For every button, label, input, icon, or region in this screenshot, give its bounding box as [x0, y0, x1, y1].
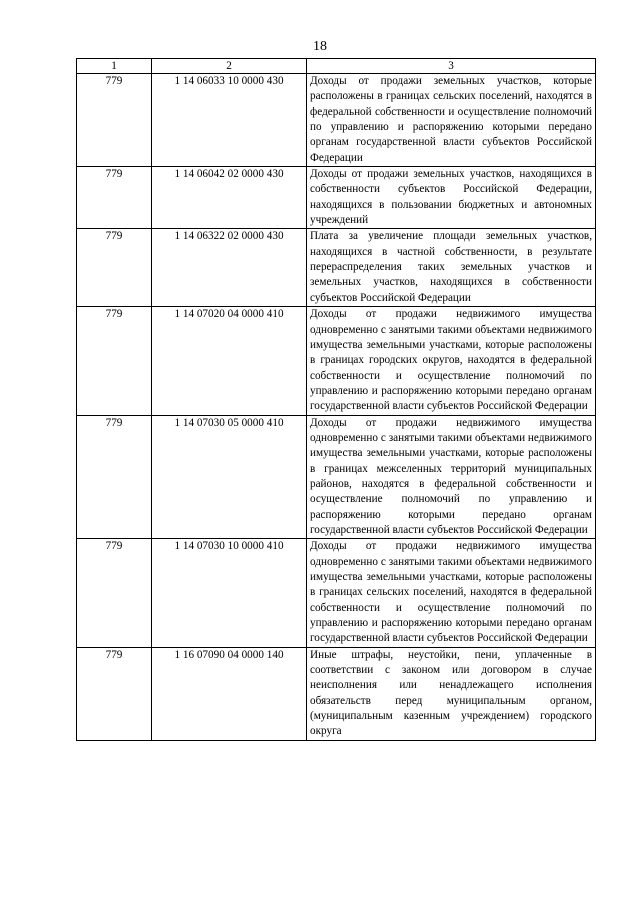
budget-code-cell: 1 14 06042 02 0000 430 — [152, 167, 307, 229]
admin-code-cell: 779 — [77, 74, 152, 167]
page-number: 18 — [313, 39, 327, 54]
description-cell: Доходы от продажи недвижимого имущества одновременно с занятыми такими объектами недвижимого имущества земельными участками, которые расположены в границах сельских поселений, находятся в федеральной собственности и осуществление полномочий по управлению и распоряжению которыми передано органам государственной власти субъектов Российской Федерации — [307, 539, 596, 647]
column-header-3: 3 — [307, 59, 596, 74]
admin-code-cell: 779 — [77, 415, 152, 539]
admin-code-cell: 779 — [77, 307, 152, 415]
description-cell: Доходы от продажи земельных участков, находящихся в собственности субъектов Российской Федерации, находящихся в пользовании бюджетных и автономных учреждений — [307, 167, 596, 229]
description-cell: Доходы от продажи недвижимого имущества одновременно с занятыми такими объектами недвижимого имущества земельными участками, которые расположены в границах межселенных территорий муниципальных районов, находятся в федеральной собственности и осуществление полномочий по управлению и распоряжению которыми передано органам государственной власти субъектов Российской Федерации — [307, 415, 596, 539]
budget-code-cell: 1 14 06033 10 0000 430 — [152, 74, 307, 167]
admin-code-cell: 779 — [77, 647, 152, 740]
admin-code-cell: 779 — [77, 167, 152, 229]
budget-code-cell: 1 14 07020 04 0000 410 — [152, 307, 307, 415]
table-row — [77, 647, 596, 740]
budget-code-cell: 1 14 07030 05 0000 410 — [152, 415, 307, 539]
table-row — [77, 229, 596, 307]
admin-code-cell: 779 — [77, 539, 152, 647]
table-header-row — [77, 59, 596, 74]
column-header-2: 2 — [152, 59, 307, 74]
table-row — [77, 307, 596, 415]
budget-code-cell: 1 14 07030 10 0000 410 — [152, 539, 307, 647]
description-cell: Плата за увеличение площади земельных участков, находящихся в частной собственности, в результате перераспределения таких земельных участков и земельных участков, находящихся в собственности субъектов Российской Федерации — [307, 229, 596, 307]
description-cell: Доходы от продажи земельных участков, которые расположены в границах сельских поселений, находятся в федеральной собственности и осуществление полномочий по управлению и распоряжению которыми передано органам государственной власти субъектов Российской Федерации — [307, 74, 596, 167]
budget-code-cell: 1 16 07090 04 0000 140 — [152, 647, 307, 740]
admin-code-cell: 779 — [77, 229, 152, 307]
description-cell: Доходы от продажи недвижимого имущества одновременно с занятыми такими объектами недвижимого имущества земельными участками, которые расположены в границах городских округов, находятся в федеральной собственности и осуществление полномочий по управлению и распоряжению которыми передано органам государственной власти субъектов Российской Федерации — [307, 307, 596, 415]
table-row — [77, 539, 596, 647]
table-row — [77, 415, 596, 539]
table-row — [77, 167, 596, 229]
column-header-1: 1 — [77, 59, 152, 74]
income-codes-table — [76, 58, 596, 741]
budget-code-cell: 1 14 06322 02 0000 430 — [152, 229, 307, 307]
description-cell: Иные штрафы, неустойки, пени, уплаченные в соответствии с законом или договором в случае неисполнения или ненадлежащего исполнения обязательств перед муниципальным органом, (муниципальным казенным учреждением) городского округа — [307, 647, 596, 740]
table-row — [77, 74, 596, 167]
